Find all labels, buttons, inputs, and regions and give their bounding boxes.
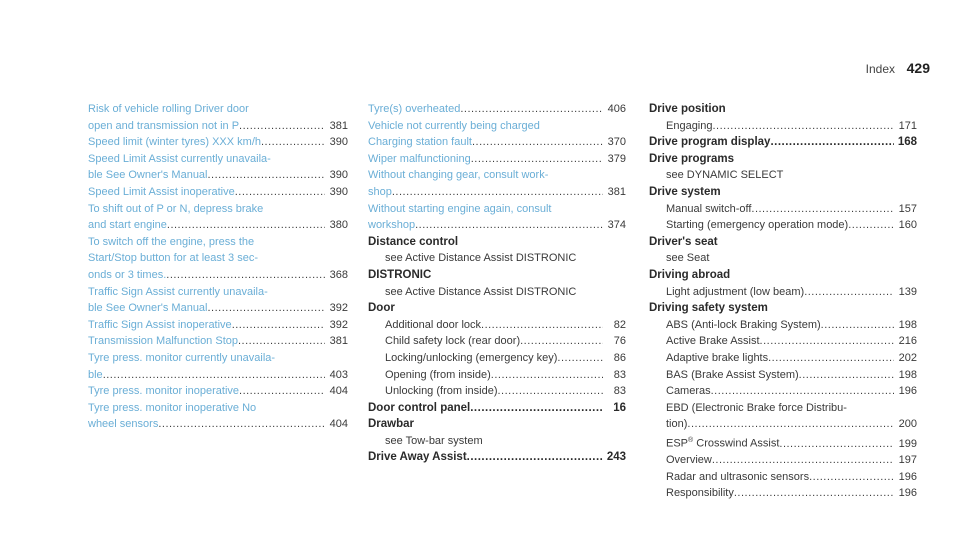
entry-text: Driving abroad <box>649 268 731 281</box>
index-link-entry[interactable] <box>88 118 348 135</box>
index-term <box>649 134 917 151</box>
index-column-2 <box>368 101 626 466</box>
index-term <box>649 151 917 168</box>
entry-page-number: 380 <box>329 219 348 232</box>
entry-text: tion) <box>666 418 688 431</box>
index-link-entry[interactable] <box>88 416 348 433</box>
dot-leader <box>491 367 603 384</box>
registered-mark: ® <box>688 436 694 444</box>
index-link-entry[interactable] <box>368 184 626 201</box>
entry-text: Starting (emergency operation mode) <box>666 219 849 232</box>
index-subentry <box>649 250 917 267</box>
dot-leader <box>804 284 894 301</box>
entry-text: Responsibility <box>666 487 734 500</box>
dot-leader <box>497 383 603 400</box>
dot-leader <box>799 367 894 384</box>
index-subentry <box>649 284 917 301</box>
entry-page-number: 202 <box>898 351 917 364</box>
entry-text: Speed limit (winter tyres) XXX km/h <box>88 136 261 149</box>
entry-text: Locking/unlocking (emergency key) <box>385 351 558 364</box>
dot-leader <box>557 350 603 367</box>
index-link-entry[interactable] <box>368 167 626 184</box>
entry-text: onds or 3 times. <box>88 268 167 281</box>
index-subentry <box>368 367 626 384</box>
entry-text: see Seat <box>666 252 710 265</box>
entry-text: Cameras <box>666 385 711 398</box>
entry-page-number: 392 <box>329 302 348 315</box>
entry-text: Vehicle not currently being charged <box>368 119 540 132</box>
entry-text: Wiper malfunctioning <box>368 152 471 165</box>
dot-leader <box>103 367 325 384</box>
entry-text: Active Brake Assist <box>666 335 760 348</box>
index-subentry <box>649 485 917 502</box>
entry-text: Distance control <box>368 235 459 248</box>
page-header <box>0 60 960 84</box>
index-link-entry[interactable] <box>88 400 348 417</box>
section-title: Index <box>865 62 895 76</box>
index-link-entry[interactable] <box>368 101 626 118</box>
entry-text: Tyre press. monitor inoperative <box>88 385 240 398</box>
entry-page-number: 157 <box>898 202 917 215</box>
dot-leader <box>467 449 603 466</box>
index-subentry <box>649 383 917 400</box>
entry-page-number: 390 <box>329 185 348 198</box>
page-number: 429 <box>906 60 930 76</box>
index-subentry <box>368 284 626 301</box>
entry-text: Door <box>368 302 395 315</box>
index-subentry <box>649 469 917 486</box>
entry-page-number: 381 <box>607 185 626 198</box>
entry-page-number: 404 <box>329 385 348 398</box>
entry-page-number: 197 <box>898 454 917 467</box>
entry-text: see Active Distance Assist DISTRONIC <box>385 252 577 265</box>
entry-page-number: 86 <box>613 351 626 364</box>
dot-leader <box>809 469 894 486</box>
entry-page-number: 243 <box>606 451 626 464</box>
entry-text: Traffic Sign Assist inoperative <box>88 318 232 331</box>
dot-leader <box>208 300 326 317</box>
index-link-entry[interactable] <box>368 118 626 135</box>
index-link-entry[interactable] <box>88 317 348 334</box>
dot-leader <box>415 217 603 234</box>
entry-page-number: 16 <box>613 401 626 414</box>
entry-page-number: 82 <box>613 318 626 331</box>
entry-text: open and transmission not in P <box>88 119 240 132</box>
entry-text: Driving safety system <box>649 302 768 315</box>
entry-text: wheel sensors <box>88 418 159 431</box>
entry-page-number: 168 <box>897 136 917 149</box>
index-subentry <box>649 416 917 433</box>
dot-leader <box>460 101 603 118</box>
index-link-entry[interactable] <box>368 217 626 234</box>
index-subentry <box>649 201 917 218</box>
entry-text: see Tow-bar system <box>385 434 483 447</box>
entry-text: Unlocking (from inside) <box>385 385 498 398</box>
entry-page-number: 392 <box>329 318 348 331</box>
entry-text: Drive position <box>649 103 726 115</box>
entry-page-number: 171 <box>898 119 917 132</box>
dot-leader <box>166 267 325 284</box>
entry-text: ble See Owner's Manual <box>88 169 208 182</box>
entry-page-number: 381 <box>329 335 348 348</box>
index-subentry <box>649 317 917 334</box>
entry-text: ble See Owner's Manual <box>88 302 208 315</box>
dot-leader <box>734 485 894 502</box>
index-subentry <box>649 167 917 184</box>
entry-text: ABS (Anti-lock Braking System) <box>666 318 821 331</box>
dot-leader <box>848 217 894 234</box>
entry-page-number: 198 <box>898 368 917 381</box>
entry-page-number: 196 <box>898 385 917 398</box>
index-link-entry[interactable] <box>88 151 348 168</box>
entry-page-number: 160 <box>898 219 917 232</box>
index-subentry <box>649 367 917 384</box>
index-subentry <box>368 383 626 400</box>
index-link-entry[interactable] <box>88 167 348 184</box>
entry-text: Drive system <box>649 185 721 198</box>
dot-leader <box>239 118 325 135</box>
entry-page-number: 403 <box>329 368 348 381</box>
dot-leader <box>392 184 603 201</box>
entry-text: Drawbar <box>368 418 415 431</box>
entry-text: and start engine <box>88 219 167 232</box>
index-term <box>649 234 917 251</box>
dot-leader <box>779 436 894 453</box>
entry-text: Engaging <box>666 119 713 132</box>
index-link-entry[interactable] <box>88 234 348 251</box>
entry-text: ESP® Crosswind Assist <box>666 436 780 450</box>
entry-text: Risk of vehicle rolling Driver door <box>88 103 249 115</box>
entry-text: To switch off the engine, press the <box>88 235 255 248</box>
index-subentry <box>368 250 626 267</box>
index-term <box>368 449 626 466</box>
entry-page-number: 199 <box>898 437 917 450</box>
entry-text: Tyre press. monitor inoperative No <box>88 401 257 414</box>
entry-text: Without starting engine again, consult <box>368 202 552 215</box>
entry-text: Without changing gear, consult work- <box>368 169 549 182</box>
index-term <box>649 267 917 284</box>
entry-page-number: 368 <box>329 268 348 281</box>
entry-page-number: 370 <box>607 136 626 149</box>
entry-text: Speed Limit Assist inoperative <box>88 185 235 198</box>
index-term <box>649 184 917 201</box>
entry-text: Light adjustment (low beam) <box>666 285 805 298</box>
entry-page-number: 76 <box>613 335 626 348</box>
entry-text: Tyre press. monitor currently unavaila- <box>88 351 276 364</box>
index-subentry <box>368 333 626 350</box>
entry-page-number: 404 <box>329 418 348 431</box>
index-link-entry[interactable] <box>368 134 626 151</box>
entry-text: Drive program display <box>649 136 771 149</box>
entry-text: To shift out of P or N, depress brake <box>88 202 264 215</box>
entry-text: EBD (Electronic Brake force Distribu- <box>666 401 847 414</box>
entry-text: Driver's seat <box>649 235 718 248</box>
index-subentry <box>649 118 917 135</box>
entry-page-number: 83 <box>613 368 626 381</box>
entry-text: BAS (Brake Assist System) <box>666 368 799 381</box>
index-term <box>649 101 917 118</box>
entry-text: workshop <box>368 219 416 232</box>
entry-page-number: 196 <box>898 487 917 500</box>
index-term <box>368 267 626 284</box>
entry-page-number: 139 <box>898 285 917 298</box>
index-subentry <box>649 350 917 367</box>
entry-text: Transmission Malfunction Stop <box>88 335 238 348</box>
entry-text: Start/Stop button for at least 3 sec- <box>88 252 258 265</box>
dot-leader <box>232 317 325 334</box>
index-column-1 <box>88 101 348 433</box>
index-subentry <box>649 217 917 234</box>
entry-text: Adaptive brake lights <box>666 351 769 364</box>
entry-text: Additional door lock <box>385 318 482 331</box>
dot-leader <box>687 416 894 433</box>
index-term <box>368 234 626 251</box>
index-link-entry[interactable] <box>88 284 348 301</box>
index-link-entry[interactable] <box>88 184 348 201</box>
entry-page-number: 83 <box>613 385 626 398</box>
entry-page-number: 406 <box>607 103 626 115</box>
dot-leader <box>261 134 325 151</box>
index-link-entry[interactable] <box>88 383 348 400</box>
entry-text: Radar and ultrasonic sensors <box>666 470 810 483</box>
dot-leader <box>712 452 894 469</box>
entry-page-number: 390 <box>329 169 348 182</box>
dot-leader <box>167 217 325 234</box>
entry-text: see Active Distance Assist DISTRONIC <box>385 285 577 298</box>
entry-page-number: 200 <box>898 418 917 431</box>
entry-text: Child safety lock (rear door) <box>385 335 521 348</box>
entry-page-number: 374 <box>607 219 626 232</box>
index-link-entry[interactable] <box>88 250 348 267</box>
entry-text: Door control panel <box>368 401 471 414</box>
index-term <box>368 300 626 317</box>
index-link-entry[interactable] <box>88 201 348 218</box>
index-term <box>368 400 626 417</box>
dot-leader <box>472 134 603 151</box>
dot-leader <box>470 400 603 417</box>
dot-leader <box>239 383 325 400</box>
index-subentry <box>649 333 917 350</box>
dot-leader <box>711 383 894 400</box>
dot-leader <box>768 350 894 367</box>
index-link-entry[interactable] <box>88 267 348 284</box>
entry-text: Speed Limit Assist currently unavaila- <box>88 152 271 165</box>
entry-text: ble <box>88 368 103 381</box>
index-term <box>368 416 626 433</box>
dot-leader <box>760 333 894 350</box>
dot-leader <box>235 184 325 201</box>
index-link-entry[interactable] <box>368 201 626 218</box>
index-link-entry[interactable] <box>88 217 348 234</box>
dot-leader <box>520 333 603 350</box>
index-link-entry[interactable] <box>368 151 626 168</box>
entry-text: Charging station fault <box>368 136 472 149</box>
index-link-entry[interactable] <box>88 350 348 367</box>
dot-leader <box>158 416 325 433</box>
entry-text: Traffic Sign Assist currently unavaila- <box>88 285 268 298</box>
entry-text: Drive programs <box>649 152 735 165</box>
entry-text: see DYNAMIC SELECT <box>666 169 784 182</box>
index-subentry <box>649 452 917 469</box>
entry-page-number: 381 <box>329 119 348 132</box>
index-subentry <box>368 317 626 334</box>
index-column-3 <box>649 101 917 502</box>
index-subentry <box>368 350 626 367</box>
entry-text: Drive Away Assist <box>368 451 467 464</box>
index-subentry <box>649 433 917 452</box>
index-subentry <box>649 400 917 417</box>
entry-page-number: 379 <box>607 152 626 165</box>
entry-page-number: 390 <box>329 136 348 149</box>
index-subentry <box>368 433 626 450</box>
dot-leader <box>481 317 603 334</box>
entry-text: Overview <box>666 454 712 467</box>
dot-leader <box>821 317 894 334</box>
entry-text: shop <box>368 185 392 198</box>
entry-text: Tyre(s) overheated <box>368 103 461 115</box>
dot-leader <box>208 167 326 184</box>
entry-page-number: 198 <box>898 318 917 331</box>
entry-text: DISTRONIC <box>368 268 432 281</box>
entry-text: Opening (from inside) <box>385 368 491 381</box>
dot-leader <box>751 201 894 218</box>
dot-leader <box>238 333 325 350</box>
index-link-entry[interactable] <box>88 134 348 151</box>
index-link-entry[interactable] <box>88 300 348 317</box>
index-term <box>649 300 917 317</box>
dot-leader <box>471 151 603 168</box>
index-link-entry[interactable] <box>88 333 348 350</box>
index-link-entry[interactable] <box>88 367 348 384</box>
dot-leader <box>713 118 895 135</box>
dot-leader <box>770 134 894 151</box>
index-link-entry[interactable] <box>88 101 348 118</box>
entry-page-number: 216 <box>898 335 917 348</box>
entry-text: Manual switch-off <box>666 202 752 215</box>
entry-page-number: 196 <box>898 470 917 483</box>
